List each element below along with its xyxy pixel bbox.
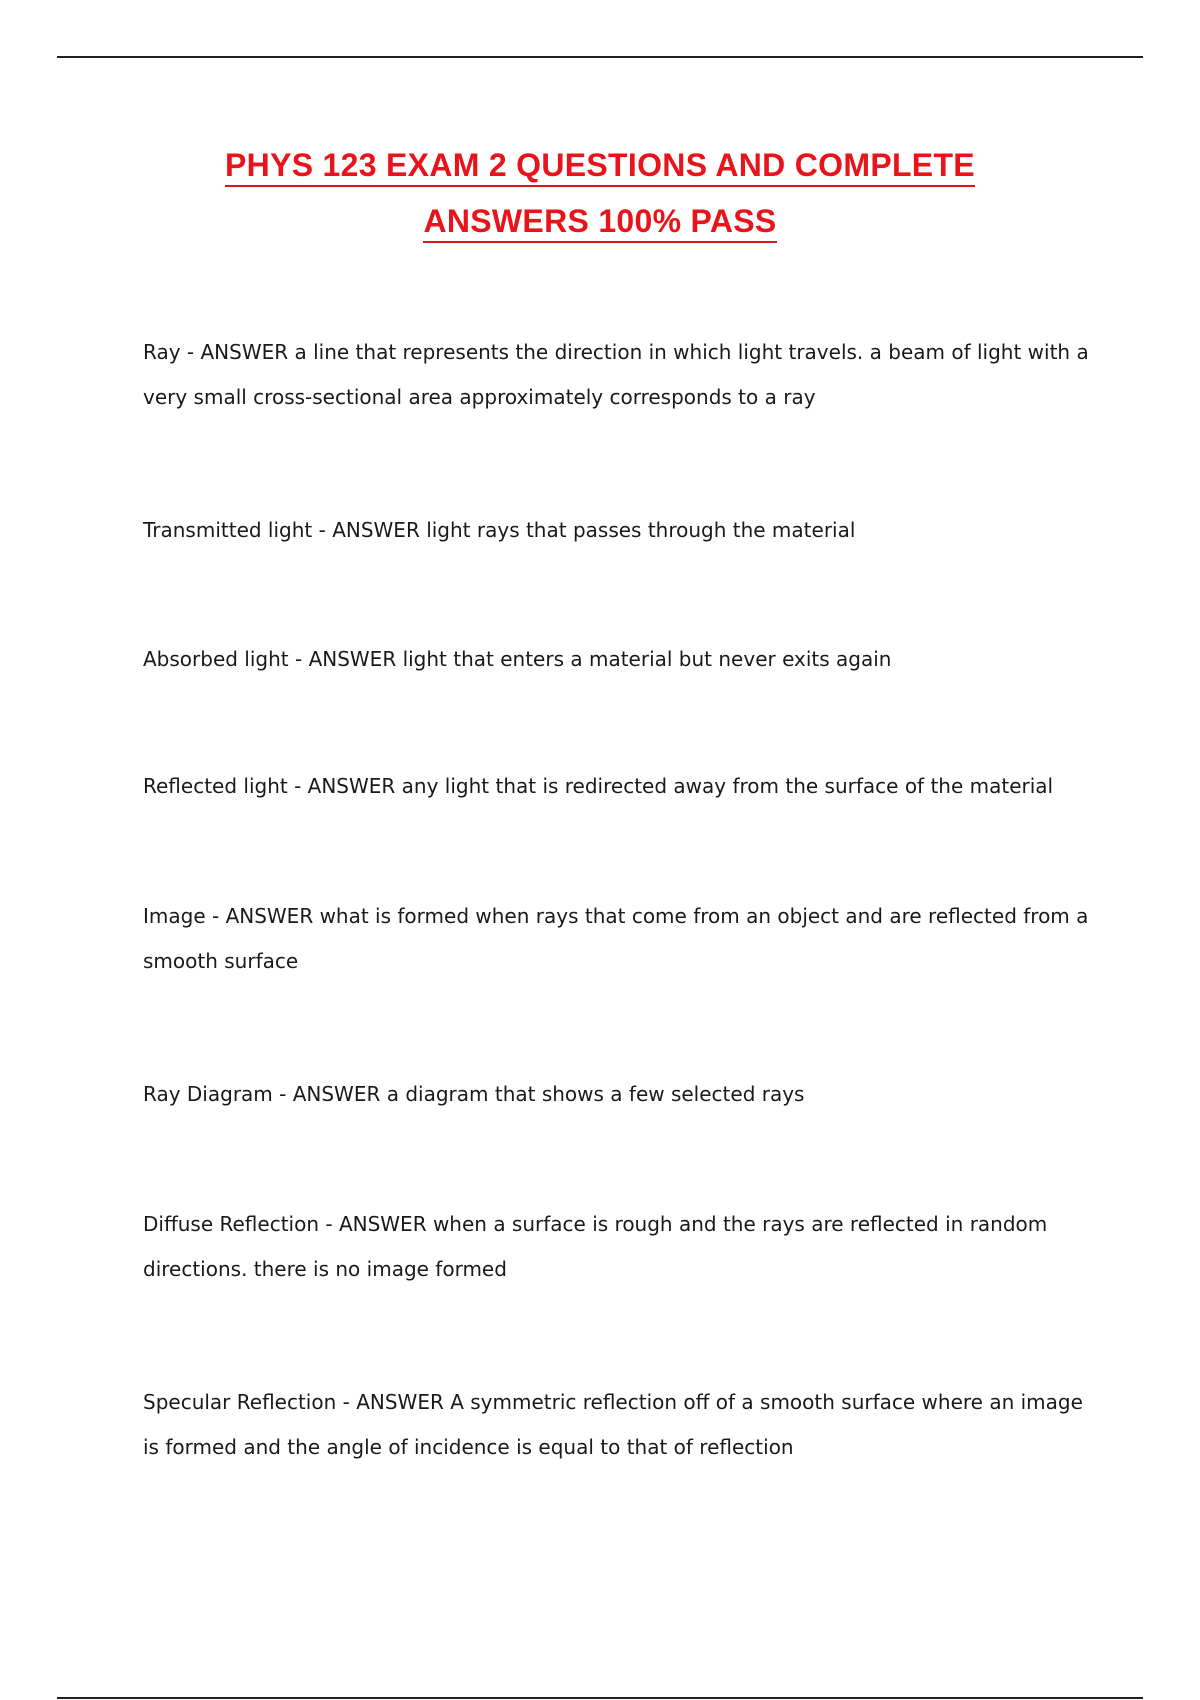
title-line-1: PHYS 123 EXAM 2 QUESTIONS AND COMPLETE [225, 145, 975, 187]
qa-entry-transmitted-light: Transmitted light - ANSWER light rays that passes through the material [143, 518, 856, 542]
document-title [0, 140, 1200, 252]
qa-entry-specular-reflection: Specular Reflection - ANSWER A symmetric reflection off of a smooth surface where an image is formed and the angle of incidence is equal to that of reflection [143, 1390, 1083, 1459]
qa-entry-diffuse-reflection: Diffuse Reflection - ANSWER when a surface is rough and the rays are reflected in random directions. there is no image formed [143, 1212, 1048, 1281]
title-line-2: ANSWERS 100% PASS [423, 201, 776, 243]
qa-entry-image: Image - ANSWER what is formed when rays that come from an object and are reflected from a smooth surface [143, 904, 1089, 973]
qa-entry-absorbed-light: Absorbed light - ANSWER light that enters a material but never exits again [143, 647, 892, 671]
qa-entry-ray-diagram: Ray Diagram - ANSWER a diagram that shows a few selected rays [143, 1082, 805, 1106]
qa-entry-ray: Ray - ANSWER a line that represents the direction in which light travels. a beam of light with a very small cross-sectional area approximately corresponds to a ray [143, 340, 1089, 409]
bottom-rule [57, 1697, 1143, 1699]
qa-entry-reflected-light: Reflected light - ANSWER any light that is redirected away from the surface of the material [143, 774, 1054, 798]
top-rule [57, 56, 1143, 58]
